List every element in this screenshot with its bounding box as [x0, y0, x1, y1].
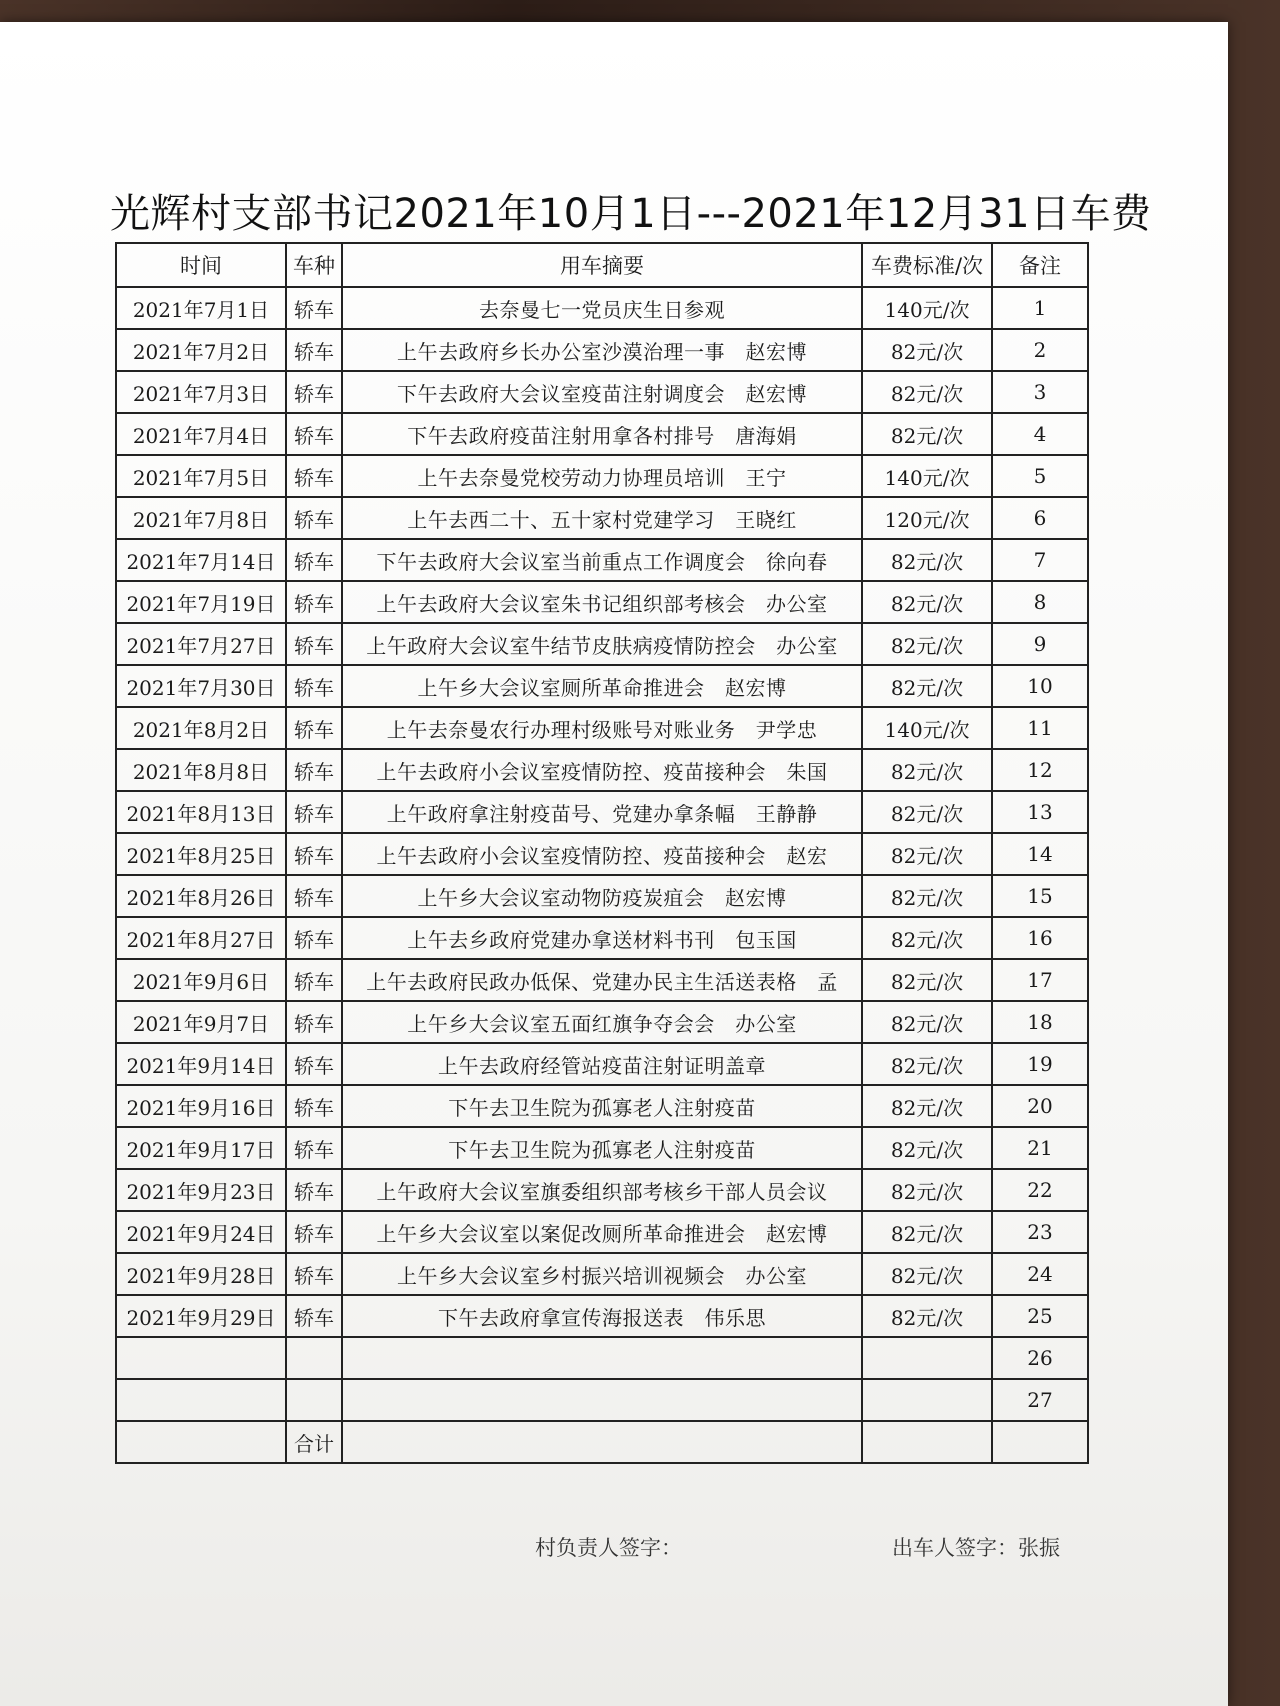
row-number: 4: [992, 413, 1088, 455]
table-row: [116, 581, 1088, 623]
row-fee: 82元/次: [862, 623, 992, 665]
table-row: [116, 329, 1088, 371]
table-row: [116, 791, 1088, 833]
row-date: 2021年9月17日: [116, 1127, 286, 1169]
row-fee: 82元/次: [862, 917, 992, 959]
row-fee: 82元/次: [862, 1127, 992, 1169]
row-summary: 下午去卫生院为孤寡老人注射疫苗: [342, 1127, 862, 1169]
table-row-empty: [116, 1379, 1088, 1421]
table-row: [116, 1085, 1088, 1127]
row-summary: 上午政府大会议室牛结节皮肤病疫情防控会 办公室: [342, 623, 862, 665]
row-fee: [862, 1379, 992, 1421]
table-row: [116, 959, 1088, 1001]
row-number: 3: [992, 371, 1088, 413]
row-number: 25: [992, 1295, 1088, 1337]
table-row: [116, 1211, 1088, 1253]
header-date: 时间: [116, 243, 286, 287]
row-summary: 上午去乡政府党建办拿送材料书刊 包玉国: [342, 917, 862, 959]
row-number: 14: [992, 833, 1088, 875]
row-number: 2: [992, 329, 1088, 371]
row-number: 21: [992, 1127, 1088, 1169]
row-car-type: 轿车: [286, 1043, 342, 1085]
table-row: [116, 413, 1088, 455]
table-header-row: [116, 243, 1088, 287]
row-car-type: 轿车: [286, 287, 342, 329]
row-date: 2021年8月26日: [116, 875, 286, 917]
row-date: 2021年7月3日: [116, 371, 286, 413]
row-car-type: 轿车: [286, 497, 342, 539]
row-summary: 上午去政府小会议室疫情防控、疫苗接种会 朱国: [342, 749, 862, 791]
row-number: 18: [992, 1001, 1088, 1043]
row-date: 2021年7月19日: [116, 581, 286, 623]
row-summary: 下午去政府大会议室疫苗注射调度会 赵宏博: [342, 371, 862, 413]
table-row: [116, 917, 1088, 959]
row-fee: 82元/次: [862, 959, 992, 1001]
row-car-type: 轿车: [286, 959, 342, 1001]
row-car-type: 轿车: [286, 329, 342, 371]
header-fee: 车费标准/次: [862, 243, 992, 287]
row-date: 2021年9月14日: [116, 1043, 286, 1085]
row-date: 2021年9月6日: [116, 959, 286, 1001]
row-fee: 82元/次: [862, 1295, 992, 1337]
row-number: 27: [992, 1379, 1088, 1421]
row-car-type: 轿车: [286, 455, 342, 497]
row-fee: 82元/次: [862, 539, 992, 581]
row-number: 5: [992, 455, 1088, 497]
row-car-type: 轿车: [286, 1211, 342, 1253]
row-car-type: [286, 1379, 342, 1421]
row-summary: 上午去政府大会议室朱书记组织部考核会 办公室: [342, 581, 862, 623]
row-summary: 上午去奈曼农行办理村级账号对账业务 尹学忠: [342, 707, 862, 749]
row-fee: 82元/次: [862, 371, 992, 413]
row-fee: 82元/次: [862, 875, 992, 917]
row-car-type: 轿车: [286, 1253, 342, 1295]
row-number: 10: [992, 665, 1088, 707]
row-number: 13: [992, 791, 1088, 833]
table-row: [116, 1253, 1088, 1295]
row-summary: 上午去奈曼党校劳动力协理员培训 王宁: [342, 455, 862, 497]
row-date: 2021年7月5日: [116, 455, 286, 497]
row-date: [116, 1379, 286, 1421]
row-number: 1: [992, 287, 1088, 329]
row-number: 6: [992, 497, 1088, 539]
row-summary: [342, 1379, 862, 1421]
row-fee: 82元/次: [862, 1211, 992, 1253]
document-title: 光辉村支部书记2021年10月1日---2021年12月31日车费: [110, 191, 1152, 237]
row-summary: 去奈曼七一党员庆生日参观: [342, 287, 862, 329]
row-fee: 140元/次: [862, 455, 992, 497]
table-row: [116, 833, 1088, 875]
table-row: [116, 287, 1088, 329]
row-car-type: 轿车: [286, 539, 342, 581]
row-fee: 120元/次: [862, 497, 992, 539]
row-number: 24: [992, 1253, 1088, 1295]
row-fee: 82元/次: [862, 1169, 992, 1211]
row-car-type: 轿车: [286, 665, 342, 707]
row-summary: 下午去政府疫苗注射用拿各村排号 唐海娟: [342, 413, 862, 455]
village-head-signature-label: 村负责人签字：: [535, 1536, 682, 1560]
table-row: [116, 1001, 1088, 1043]
row-car-type: [286, 1337, 342, 1379]
row-summary: 下午去政府大会议室当前重点工作调度会 徐向春: [342, 539, 862, 581]
row-date: 2021年9月7日: [116, 1001, 286, 1043]
table-row: [116, 875, 1088, 917]
row-car-type: 轿车: [286, 917, 342, 959]
row-fee: [862, 1337, 992, 1379]
row-summary: 上午乡大会议室厕所革命推进会 赵宏博: [342, 665, 862, 707]
row-summary: 上午乡大会议室动物防疫炭疽会 赵宏博: [342, 875, 862, 917]
row-fee: 82元/次: [862, 833, 992, 875]
row-car-type: 轿车: [286, 833, 342, 875]
row-summary: 上午去政府乡长办公室沙漠治理一事 赵宏博: [342, 329, 862, 371]
row-fee: 82元/次: [862, 581, 992, 623]
row-summary: 上午去政府民政办低保、党建办民主生活送表格 孟: [342, 959, 862, 1001]
table-row: [116, 497, 1088, 539]
row-date: 2021年7月8日: [116, 497, 286, 539]
row-summary: [342, 1337, 862, 1379]
row-number: 16: [992, 917, 1088, 959]
total-summary-cell: [342, 1421, 862, 1463]
row-fee: 82元/次: [862, 1085, 992, 1127]
header-summary: 用车摘要: [342, 243, 862, 287]
table-row: [116, 1043, 1088, 1085]
table-row: [116, 1169, 1088, 1211]
row-date: 2021年9月16日: [116, 1085, 286, 1127]
row-car-type: 轿车: [286, 875, 342, 917]
row-date: 2021年9月28日: [116, 1253, 286, 1295]
row-car-type: 轿车: [286, 749, 342, 791]
table-total-row: [116, 1421, 1088, 1463]
row-car-type: 轿车: [286, 1127, 342, 1169]
row-date: 2021年8月8日: [116, 749, 286, 791]
row-car-type: 轿车: [286, 791, 342, 833]
row-date: [116, 1337, 286, 1379]
table-row: [116, 665, 1088, 707]
total-fee-cell: [862, 1421, 992, 1463]
row-summary: 上午乡大会议室五面红旗争夺会会 办公室: [342, 1001, 862, 1043]
row-car-type: 轿车: [286, 1001, 342, 1043]
table-row: [116, 371, 1088, 413]
row-number: 19: [992, 1043, 1088, 1085]
row-date: 2021年9月29日: [116, 1295, 286, 1337]
row-number: 8: [992, 581, 1088, 623]
row-number: 15: [992, 875, 1088, 917]
row-summary: 下午去卫生院为孤寡老人注射疫苗: [342, 1085, 862, 1127]
total-date-cell: [116, 1421, 286, 1463]
row-number: 22: [992, 1169, 1088, 1211]
row-number: 12: [992, 749, 1088, 791]
row-car-type: 轿车: [286, 623, 342, 665]
row-summary: 上午政府大会议室旗委组织部考核乡干部人员会议: [342, 1169, 862, 1211]
table-row: [116, 749, 1088, 791]
row-fee: 82元/次: [862, 791, 992, 833]
row-car-type: 轿车: [286, 1295, 342, 1337]
car-fee-table: [115, 242, 1089, 1464]
table-row: [116, 707, 1088, 749]
header-note: 备注: [992, 243, 1088, 287]
row-date: 2021年9月24日: [116, 1211, 286, 1253]
row-date: 2021年7月27日: [116, 623, 286, 665]
row-summary: 上午政府拿注射疫苗号、党建办拿条幅 王静静: [342, 791, 862, 833]
total-note-cell: [992, 1421, 1088, 1463]
row-summary: 下午去政府拿宣传海报送表 伟乐思: [342, 1295, 862, 1337]
row-fee: 82元/次: [862, 1253, 992, 1295]
row-summary: 上午乡大会议室以案促改厕所革命推进会 赵宏博: [342, 1211, 862, 1253]
row-date: 2021年7月1日: [116, 287, 286, 329]
row-number: 26: [992, 1337, 1088, 1379]
row-fee: 82元/次: [862, 749, 992, 791]
row-summary: 上午乡大会议室乡村振兴培训视频会 办公室: [342, 1253, 862, 1295]
row-number: 20: [992, 1085, 1088, 1127]
row-number: 11: [992, 707, 1088, 749]
row-date: 2021年8月27日: [116, 917, 286, 959]
row-summary: 上午去西二十、五十家村党建学习 王晓红: [342, 497, 862, 539]
row-fee: 82元/次: [862, 329, 992, 371]
table-row: [116, 455, 1088, 497]
row-fee: 82元/次: [862, 1043, 992, 1085]
row-number: 17: [992, 959, 1088, 1001]
row-car-type: 轿车: [286, 1085, 342, 1127]
table-row: [116, 623, 1088, 665]
row-date: 2021年9月23日: [116, 1169, 286, 1211]
row-summary: 上午去政府小会议室疫情防控、疫苗接种会 赵宏: [342, 833, 862, 875]
table-row: [116, 539, 1088, 581]
row-car-type: 轿车: [286, 707, 342, 749]
row-car-type: 轿车: [286, 581, 342, 623]
row-car-type: 轿车: [286, 371, 342, 413]
row-number: 7: [992, 539, 1088, 581]
row-date: 2021年7月30日: [116, 665, 286, 707]
row-fee: 82元/次: [862, 1001, 992, 1043]
row-fee: 140元/次: [862, 287, 992, 329]
row-fee: 82元/次: [862, 665, 992, 707]
row-car-type: 轿车: [286, 1169, 342, 1211]
row-number: 23: [992, 1211, 1088, 1253]
row-number: 9: [992, 623, 1088, 665]
row-summary: 上午去政府经管站疫苗注射证明盖章: [342, 1043, 862, 1085]
row-fee: 140元/次: [862, 707, 992, 749]
table-row: [116, 1127, 1088, 1169]
row-date: 2021年8月2日: [116, 707, 286, 749]
row-date: 2021年7月14日: [116, 539, 286, 581]
header-car-type: 车种: [286, 243, 342, 287]
table-row-empty: [116, 1337, 1088, 1379]
row-fee: 82元/次: [862, 413, 992, 455]
row-date: 2021年8月25日: [116, 833, 286, 875]
row-car-type: 轿车: [286, 413, 342, 455]
total-label: 合计: [286, 1421, 342, 1463]
driver-signature-label: 出车人签字：张振: [892, 1536, 1060, 1560]
row-date: 2021年8月13日: [116, 791, 286, 833]
row-date: 2021年7月4日: [116, 413, 286, 455]
row-date: 2021年7月2日: [116, 329, 286, 371]
table-row: [116, 1295, 1088, 1337]
